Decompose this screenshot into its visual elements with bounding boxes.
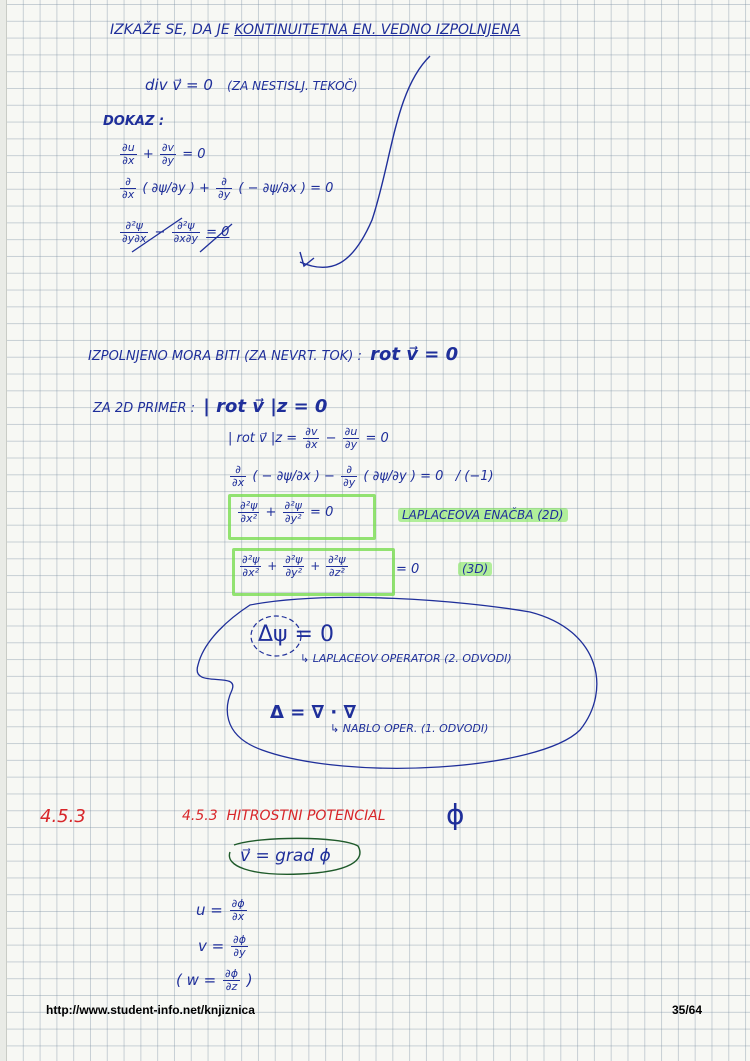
laplacian-equation: Δψ = 0 [258, 622, 334, 647]
nabla-operator-label: ↳ NABLO OPER. (1. ODVODI) [330, 722, 489, 735]
divergence-equation [145, 76, 358, 94]
laplace-operator-label: ↳ LAPLACEOV OPERATOR (2. ODVODI) [300, 652, 512, 665]
laplace-2d-label: LAPLACEOVA ENAČBA (2D) [398, 508, 568, 522]
page-margin-edge [0, 0, 7, 1061]
2d-case-line [93, 396, 327, 417]
proof-step-2: $\frac{\partial}{\partial x}$ ( ∂ψ/∂y ) + $\frac{\partial}{\partial y}$ ( − ∂ψ/∂x ) = 0 [122, 175, 334, 201]
div-eq-text: div v⃗ = 0 [145, 76, 213, 94]
section-number-margin: 4.5.3 [40, 806, 86, 827]
intro-underlined: KONTINUITETNA EN. VEDNO IZPOLNJENA [234, 22, 521, 38]
fraction: $\frac{\text{∂²ψ}}{\partial y\partial x}$ [122, 219, 147, 245]
gradient-equation: v⃗ = grad ϕ [240, 846, 331, 866]
fraction: $\frac{\partial}{\partial x}$ [122, 175, 135, 201]
nabla-equation: Δ = ∇ · ∇ [270, 702, 357, 723]
fraction: $\frac{\partial u}{\partial x}$ [122, 141, 135, 167]
laplace-2d-equation: $\frac{\text{∂²ψ}}{\text{∂x²}}$ + $\frac{\text{∂²ψ}}{\text{∂y²}}$ = 0 [240, 499, 334, 525]
fraction: $\frac{\partial\phi}{\partial y}$ [233, 933, 246, 959]
proof-step-3: $\frac{\text{∂²ψ}}{\partial y\partial x}$ − $\frac{\text{∂²ψ}}{\partial x\partial y}$ = 0 [122, 219, 230, 245]
footer-page-number: 35/64 [672, 1003, 703, 1017]
rot-equation: rot v⃗ = 0 [370, 344, 459, 365]
fraction: $\frac{\text{∂²ψ}}{\text{∂x²}}$ [240, 499, 258, 525]
fraction: $\frac{\partial}{\partial y}$ [218, 175, 231, 201]
fraction: $\frac{\partial\phi}{\partial x}$ [231, 897, 245, 923]
section-heading: 4.5.3 HITROSTNI POTENCIAL [182, 808, 386, 824]
rot-z-stream-function: $\frac{\partial}{\partial x}$ ( − ∂ψ/∂x ) − $\frac{\partial}{\partial y}$ ( ∂ψ/∂y ) = 0 / (−1) [232, 463, 494, 489]
fraction: $\frac{\partial u}{\partial y}$ [344, 425, 358, 451]
laplace-3d-label: (3D) [458, 562, 492, 576]
intro-text: IZKAŽE SE, DA JE [110, 22, 230, 38]
2d-case-text: ZA 2D PRIMER : [93, 401, 196, 416]
fraction: $\frac{\partial}{\partial y}$ [343, 463, 356, 489]
proof-heading: DOKAZ : [103, 114, 165, 129]
fraction: $\frac{\partial v}{\partial x}$ [305, 425, 318, 451]
fraction: $\frac{\text{∂²ψ}}{\text{∂y²}}$ [284, 499, 302, 525]
irrotational-line [88, 344, 458, 365]
u-component: u = $\frac{\partial\phi}{\partial x}$ [196, 897, 245, 923]
fraction: $\frac{\text{∂²ψ}}{\text{∂y²}}$ [285, 553, 303, 579]
rot-z-expansion: | rot v⃗ |z = $\frac{\partial v}{\partial x}$ − $\frac{\partial u}{\partial y}$ = 0 [228, 425, 389, 451]
w-component: ( w = $\frac{\partial\phi}{\partial z}$ ) [176, 967, 253, 993]
fraction: $\frac{\text{∂²ψ}}{\partial x\partial y}$ [173, 219, 198, 245]
laplace-3d-equation: $\frac{\text{∂²ψ}}{\text{∂x²}}$ + $\frac{\text{∂²ψ}}{\text{∂y²}}$ + $\frac{\text{∂²ψ}}{\text{∂z²}}$ [242, 553, 346, 579]
fraction: $\frac{\partial\phi}{\partial z}$ [225, 967, 238, 993]
fraction: $\frac{\partial v}{\partial y}$ [161, 141, 175, 167]
irrotational-text: IZPOLNJENO MORA BITI (ZA NEVRT. TOK) : [88, 349, 362, 364]
2d-case-equation: | rot v⃗ |z = 0 [203, 396, 328, 417]
v-component: v = $\frac{\partial\phi}{\partial y}$ [198, 933, 246, 959]
intro-line [110, 22, 520, 38]
fraction: $\frac{\partial}{\partial x}$ [232, 463, 245, 489]
footer-url: http://www.student-info.net/knjiznica [46, 1003, 255, 1017]
fraction: $\frac{\text{∂²ψ}}{\text{∂x²}}$ [242, 553, 260, 579]
phi-symbol: ϕ [446, 798, 465, 831]
laplace-3d-rhs: = 0 [396, 562, 420, 577]
fraction: $\frac{\text{∂²ψ}}{\text{∂z²}}$ [328, 553, 346, 579]
proof-step-1: $\frac{\partial u}{\partial x}$ + $\frac{\partial v}{\partial y}$ = 0 [122, 141, 206, 167]
arrow-head [300, 252, 314, 266]
div-eq-note: (ZA NESTISLJ. TEKOČ) [227, 79, 358, 93]
